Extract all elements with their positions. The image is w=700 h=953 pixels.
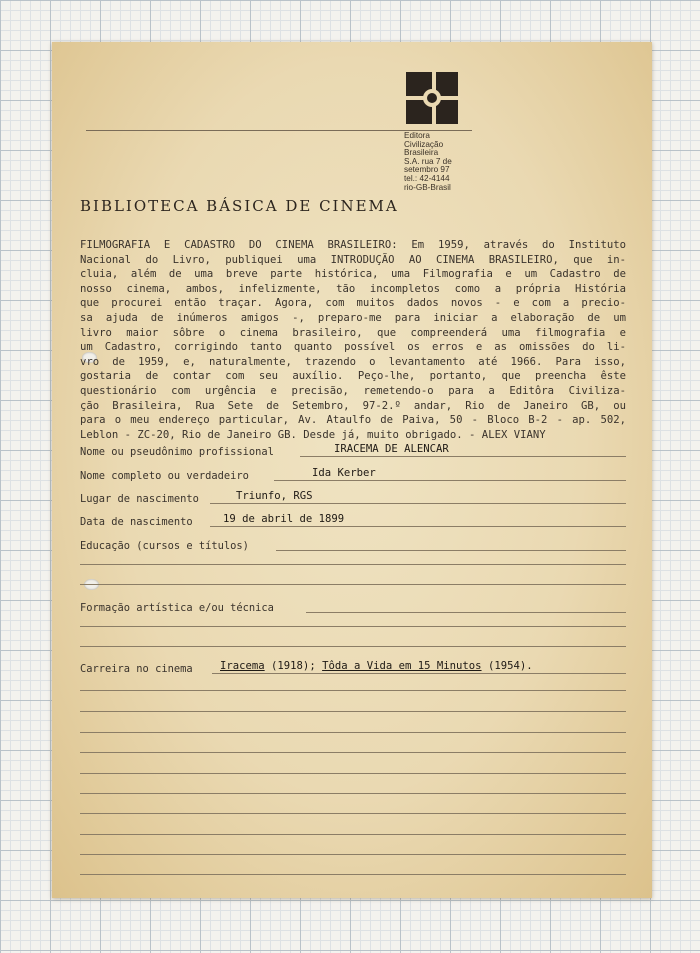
education-label: Educação (cursos e títulos) (80, 540, 249, 552)
intro-line: FILMOGRAFIA E CADASTRO DO CINEMA BRASILEIRO: Em 1959, através do Instituto (80, 239, 626, 251)
field-line (300, 456, 626, 457)
career-film-year: (1954). (487, 660, 533, 672)
birthdate-field[interactable] (80, 512, 626, 528)
intro-line: questionário com urgência e precisão, remetendo-o para a Editôra Civiliza- (80, 384, 626, 397)
birthplace-field[interactable] (80, 489, 626, 505)
intro-line: cluia, além de uma breve parte histórica, uma Filmografia e um Cadastro de (80, 268, 626, 281)
publisher-address (404, 132, 484, 192)
blank-line (80, 690, 626, 691)
intro-line: que procurei então traçar. Agora, com muitos dados novos - e com a precio- (80, 297, 626, 310)
birthplace-label: Lugar de nascimento (80, 493, 199, 505)
publisher-line: setembro 97 (404, 165, 450, 175)
blank-line (80, 564, 626, 565)
publisher-line: rio-GB-Brasil (404, 182, 451, 192)
career-film-year: (1918); (271, 660, 316, 672)
field-line (274, 480, 626, 481)
pseudonym-value: IRACEMA DE ALENCAR (334, 443, 449, 455)
blank-line (80, 793, 626, 794)
field-line (306, 612, 626, 613)
intro-line: nosso cinema, ambos, infelizmente, tão incompletos como a própria História (80, 282, 626, 295)
blank-line (80, 732, 626, 733)
blank-line (80, 854, 626, 855)
intro-line: sa ajuda de inúmeros amigos -, preparo-me para iniciar a elaboração de um (80, 311, 626, 324)
training-field[interactable] (80, 598, 626, 614)
full-name-field[interactable] (80, 466, 626, 482)
publisher-line: Editora (404, 131, 430, 140)
intro-line: gostaria de contar com seu auxílio. Peço-lhe, portanto, que preencha êste (80, 370, 626, 383)
blank-line (80, 646, 626, 647)
blank-line (80, 711, 626, 712)
publisher-line: S.A. rua 7 de (404, 156, 452, 166)
pseudonym-field[interactable] (80, 442, 626, 458)
intro-line: Leblon - ZC-20, Rio de Janeiro GB. Desde já, muito obrigado. - ALEX VIANY (80, 428, 546, 441)
blank-line (80, 626, 626, 627)
full-name-value: Ida Kerber (312, 467, 376, 479)
intro-line: um Cadastro, corrigindo tanto quanto possível os erros e as omissões do li- (80, 341, 626, 354)
blank-line (80, 813, 626, 814)
blank-line (80, 874, 626, 875)
intro-line: vro de 1959, e, naturalmente, trazendo o levantamento até 1966. Para isso, (80, 355, 626, 368)
blank-line (80, 752, 626, 753)
blank-line (80, 584, 626, 585)
education-field[interactable] (80, 536, 626, 552)
intro-line: ção Brasileira, Rua Sete de Setembro, 97-2.º andar, Rio de Janeiro GB, ou (80, 399, 626, 412)
intro-line: para o meu endereço particular, Av. Ataulfo de Paiva, 50 - Bloco B-2 - ap. 502, (80, 414, 626, 427)
document-title: BIBLIOTECA BÁSICA DE CINEMA (80, 197, 399, 215)
birthdate-label: Data de nascimento (80, 516, 193, 528)
pseudonym-label: Nome ou pseudônimo profissional (80, 446, 274, 458)
publisher-line: Civilização (404, 139, 444, 149)
intro-paragraph (80, 238, 626, 442)
intro-line: Nacional do Livro, publiquei uma INTRODUÇÃO AO CINEMA BRASILEIRO, que in- (80, 253, 626, 266)
birthplace-value: Triunfo, RGS (236, 490, 313, 502)
publisher-line: Brasileira (404, 148, 439, 158)
birthdate-value: 19 de abril de 1899 (223, 513, 345, 525)
career-film-title: Tôda a Vida em 15 Minutos (322, 660, 482, 672)
field-line (210, 503, 626, 504)
ec-logo-icon (406, 72, 458, 124)
field-line (210, 526, 626, 527)
publisher-line: tel.: 42-4144 (404, 173, 450, 183)
career-film-title: Iracema (220, 660, 265, 672)
blank-line (80, 834, 626, 835)
blank-line (80, 773, 626, 774)
field-line (276, 550, 626, 551)
full-name-label: Nome completo ou verdadeiro (80, 470, 249, 482)
training-label: Formação artística e/ou técnica (80, 602, 274, 614)
field-line (212, 673, 626, 674)
career-label: Carreira no cinema (80, 663, 193, 675)
career-value (220, 660, 533, 672)
intro-line: livro maior sôbre o cinema brasileiro, que compreenderá uma filmografia e (80, 326, 626, 339)
questionnaire-sheet (52, 42, 652, 898)
career-field[interactable] (80, 659, 626, 675)
